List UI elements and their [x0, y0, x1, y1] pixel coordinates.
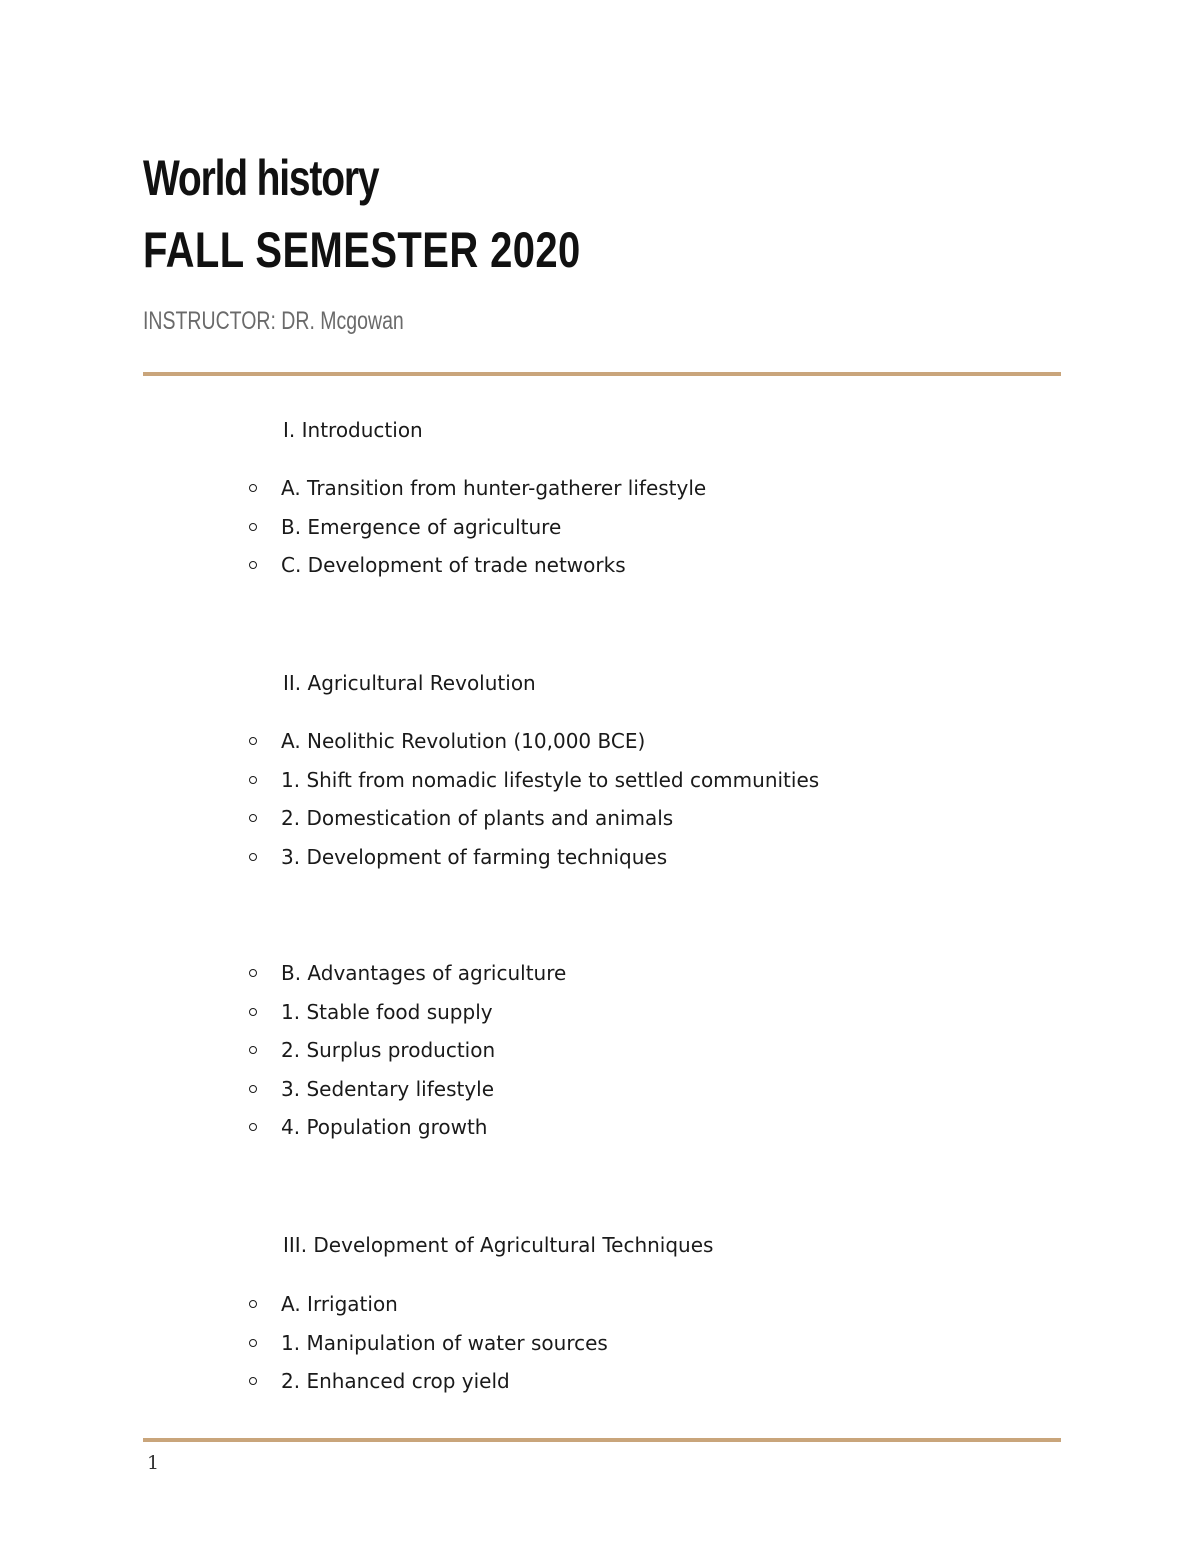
list-item-text: 2. Enhanced crop yield — [281, 1369, 510, 1394]
list-item — [245, 993, 566, 1032]
list-item-text: 2. Surplus production — [281, 1038, 496, 1063]
list-item-text: A. Transition from hunter-gatherer lifestyle — [281, 476, 707, 501]
section-list-advantages — [245, 954, 566, 1147]
list-item — [245, 1324, 608, 1363]
list-item — [245, 799, 819, 838]
list-item — [245, 1285, 608, 1324]
hollow-circle-bullet-icon — [249, 561, 257, 569]
list-item-text: C. Development of trade networks — [281, 553, 626, 578]
list-item — [245, 954, 566, 993]
hollow-circle-bullet-icon — [249, 1046, 257, 1054]
list-item — [245, 1362, 608, 1401]
list-item — [245, 508, 706, 547]
footer-divider — [143, 1438, 1061, 1442]
hollow-circle-bullet-icon — [249, 1008, 257, 1016]
list-item-text: 1. Manipulation of water sources — [281, 1330, 608, 1355]
list-item-text: 1. Stable food supply — [281, 999, 493, 1024]
document-title: World history — [143, 150, 379, 206]
section-list-agricultural-techniques — [245, 1285, 608, 1401]
hollow-circle-bullet-icon — [249, 814, 257, 822]
list-item-text: A. Irrigation — [281, 1292, 398, 1317]
list-item — [245, 1031, 566, 1070]
section-heading-introduction: I. Introduction — [283, 418, 423, 442]
hollow-circle-bullet-icon — [249, 737, 257, 745]
hollow-circle-bullet-icon — [249, 776, 257, 784]
list-item — [245, 1108, 566, 1147]
section-heading-agricultural-revolution: II. Agricultural Revolution — [283, 671, 536, 695]
section-list-introduction — [245, 469, 706, 585]
hollow-circle-bullet-icon — [249, 1300, 257, 1308]
hollow-circle-bullet-icon — [249, 1085, 257, 1093]
list-item — [245, 761, 819, 800]
page-number: 1 — [147, 1452, 160, 1474]
document-subtitle: FALL SEMESTER 2020 — [143, 222, 581, 278]
list-item — [245, 1070, 566, 1109]
list-item-text: 2. Domestication of plants and animals — [281, 806, 674, 831]
hollow-circle-bullet-icon — [249, 1339, 257, 1347]
header-divider — [143, 372, 1061, 376]
section-list-agricultural-revolution — [245, 722, 819, 876]
instructor-line: INSTRUCTOR: DR. Mcgowan — [143, 307, 404, 335]
hollow-circle-bullet-icon — [249, 1377, 257, 1385]
hollow-circle-bullet-icon — [249, 1123, 257, 1131]
list-item-text: 3. Sedentary lifestyle — [281, 1076, 495, 1101]
hollow-circle-bullet-icon — [249, 523, 257, 531]
list-item — [245, 722, 819, 761]
section-heading-agricultural-techniques: III. Development of Agricultural Techniques — [283, 1233, 714, 1257]
list-item-text: 4. Population growth — [281, 1115, 488, 1140]
list-item-text: 3. Development of farming techniques — [281, 844, 668, 869]
list-item — [245, 546, 706, 585]
hollow-circle-bullet-icon — [249, 484, 257, 492]
list-item-text: A. Neolithic Revolution (10,000 BCE) — [281, 729, 646, 754]
list-item-text: B. Advantages of agriculture — [281, 961, 567, 986]
list-item-text: 1. Shift from nomadic lifestyle to settled communities — [281, 767, 820, 792]
list-item — [245, 838, 819, 877]
list-item-text: B. Emergence of agriculture — [281, 514, 562, 539]
list-item — [245, 469, 706, 508]
hollow-circle-bullet-icon — [249, 853, 257, 861]
hollow-circle-bullet-icon — [249, 969, 257, 977]
